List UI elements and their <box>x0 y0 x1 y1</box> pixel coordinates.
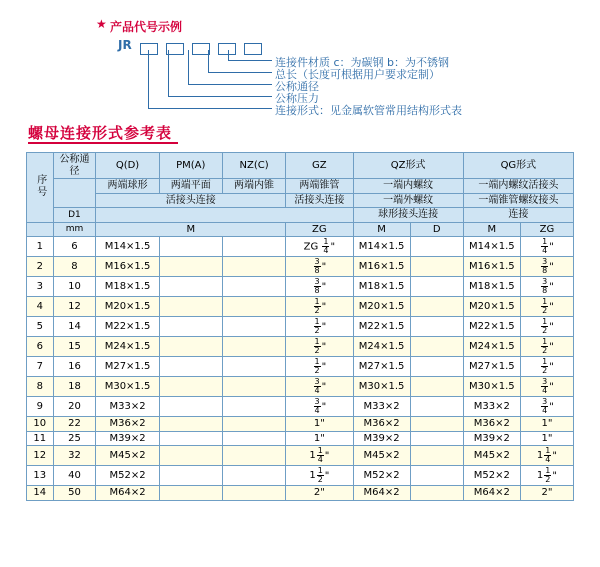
leader-h-2 <box>208 72 272 73</box>
cell-index: 14 <box>27 486 54 501</box>
header-unit-qg-m: M <box>463 222 520 237</box>
table-row <box>27 337 574 357</box>
header-unit-qg-zg: ZG <box>520 222 573 237</box>
header-unit-qz-d: D <box>410 222 463 237</box>
header-qg-sub2: 连接 <box>463 208 573 223</box>
cell-gz-thread: 1" <box>286 417 353 432</box>
cell-qz-d <box>410 377 463 397</box>
cell-gz-thread: 1 $\frac{1}{2}$ " <box>286 466 353 486</box>
cell-qg-zg: $\frac{1}{2}$ " <box>520 337 573 357</box>
cell-qg-m: M52×2 <box>463 466 520 486</box>
header-blank-mid <box>96 208 353 223</box>
cell-index: 2 <box>27 257 54 277</box>
header-group-pm-code: PM(A) <box>159 153 222 179</box>
cell-pm-thread <box>159 237 222 257</box>
cell-pm-thread <box>159 486 222 501</box>
leader-h-4 <box>168 96 272 97</box>
cell-q-thread: M20×1.5 <box>96 297 159 317</box>
header-unit-mm: mm <box>53 222 96 237</box>
cell-index: 8 <box>27 377 54 397</box>
cell-nz-thread <box>222 257 285 277</box>
cell-qg-zg: $\frac{3}{8}$ " <box>520 257 573 277</box>
cell-nz-thread <box>222 317 285 337</box>
cell-pm-thread <box>159 431 222 446</box>
cell-qz-d <box>410 446 463 466</box>
cell-pm-thread <box>159 297 222 317</box>
leader-h-3 <box>188 84 272 85</box>
cell-qz-d <box>410 397 463 417</box>
header-gz-sub: 活接头连接 <box>286 193 353 208</box>
cell-qg-m: M30×1.5 <box>463 377 520 397</box>
cell-nz-thread <box>222 417 285 432</box>
header-unit-blank <box>27 222 54 237</box>
header-qz-type: 一端内螺纹 <box>353 179 463 194</box>
cell-qg-m: M64×2 <box>463 486 520 501</box>
header-group-qg-code: QG形式 <box>463 153 573 179</box>
cell-qg-m: M27×1.5 <box>463 357 520 377</box>
cell-q-thread: M39×2 <box>96 431 159 446</box>
header-nominal-dia: 公称通径 <box>53 153 96 179</box>
cell-qg-m: M16×1.5 <box>463 257 520 277</box>
cell-q-thread: M14×1.5 <box>96 237 159 257</box>
cell-nominal-dia: 14 <box>53 317 96 337</box>
legend-length: 总长（长度可根据用户要求定制） <box>275 68 440 81</box>
cell-qz-d <box>410 317 463 337</box>
code-boxes <box>140 40 265 59</box>
cell-qg-zg: 1 $\frac{1}{2}$ " <box>520 466 573 486</box>
code-prefix: JR <box>118 38 132 52</box>
header-index: 序号 <box>27 153 54 223</box>
header-group-gz-code: GZ <box>286 153 353 179</box>
cell-index: 4 <box>27 297 54 317</box>
cell-nominal-dia: 50 <box>53 486 96 501</box>
cell-gz-thread: $\frac{1}{2}$ " <box>286 337 353 357</box>
leader-line-1 <box>228 50 229 60</box>
page-title: 螺母连接形式参考表 <box>28 124 173 142</box>
head-row-sub2 <box>27 208 574 223</box>
cell-nominal-dia: 18 <box>53 377 96 397</box>
cell-qg-m: M39×2 <box>463 431 520 446</box>
cell-nominal-dia: 22 <box>53 417 96 432</box>
header-qg-sub: 一端锥管螺纹接头 <box>463 193 573 208</box>
cell-pm-thread <box>159 466 222 486</box>
cell-qg-m: M24×1.5 <box>463 337 520 357</box>
head-row-code <box>27 153 574 179</box>
cell-qz-d <box>410 257 463 277</box>
cell-nz-thread <box>222 466 285 486</box>
cell-nz-thread <box>222 446 285 466</box>
header-q-type: 两端球形 <box>96 179 159 194</box>
cell-nominal-dia: 8 <box>53 257 96 277</box>
cell-q-thread: M36×2 <box>96 417 159 432</box>
cell-qz-m: M22×1.5 <box>353 317 410 337</box>
header-unit-qz-m: M <box>353 222 410 237</box>
cell-qg-zg: 1" <box>520 417 573 432</box>
cell-nz-thread <box>222 237 285 257</box>
cell-pm-thread <box>159 377 222 397</box>
leader-line-3 <box>188 50 189 84</box>
cell-nz-thread <box>222 431 285 446</box>
cell-nominal-dia: 40 <box>53 466 96 486</box>
cell-index: 11 <box>27 431 54 446</box>
table-row <box>27 397 574 417</box>
cell-gz-thread: $\frac{3}{4}$ " <box>286 377 353 397</box>
header-pm-type: 两端平面 <box>159 179 222 194</box>
header-group-nz-code: NZ(C) <box>222 153 285 179</box>
cell-gz-thread: $\frac{3}{4}$ " <box>286 397 353 417</box>
title-underline <box>28 142 178 144</box>
cell-qg-m: M14×1.5 <box>463 237 520 257</box>
cell-qz-d <box>410 337 463 357</box>
cell-q-thread: M33×2 <box>96 397 159 417</box>
table-head <box>27 153 574 237</box>
cell-qg-zg: 1" <box>520 431 573 446</box>
legend-nominal-dia: 公称通径 <box>275 80 319 93</box>
cell-gz-thread: $\frac{3}{8}$ " <box>286 257 353 277</box>
cell-pm-thread <box>159 357 222 377</box>
cell-qg-zg: $\frac{3}{4}$ " <box>520 377 573 397</box>
cell-qz-m: M16×1.5 <box>353 257 410 277</box>
cell-nominal-dia: 15 <box>53 337 96 357</box>
table-row <box>27 317 574 337</box>
cell-qg-m: M18×1.5 <box>463 277 520 297</box>
cell-qg-m: M45×2 <box>463 446 520 466</box>
cell-qg-zg: $\frac{3}{4}$ " <box>520 397 573 417</box>
cell-nz-thread <box>222 297 285 317</box>
cell-qz-m: M52×2 <box>353 466 410 486</box>
header-d1: D1 <box>53 208 96 223</box>
cell-q-thread: M18×1.5 <box>96 277 159 297</box>
cell-qz-d <box>410 357 463 377</box>
cell-qg-zg: 2" <box>520 486 573 501</box>
head-row-units <box>27 222 574 237</box>
cell-pm-thread <box>159 257 222 277</box>
legend-material: 连接件材质 c：为碳钢 b：为不锈钢 <box>275 56 450 69</box>
table-row <box>27 446 574 466</box>
cell-qz-m: M36×2 <box>353 417 410 432</box>
cell-qg-zg: $\frac{1}{2}$ " <box>520 297 573 317</box>
cell-qg-zg: $\frac{1}{2}$ " <box>520 317 573 337</box>
cell-qz-d <box>410 486 463 501</box>
cell-gz-thread: 1" <box>286 431 353 446</box>
header-unit-m: M <box>96 222 286 237</box>
cell-gz-thread: ZG $\frac{1}{4}$ " <box>286 237 353 257</box>
cell-qg-zg: $\frac{1}{4}$ " <box>520 237 573 257</box>
table-row <box>27 257 574 277</box>
cell-qz-m: M24×1.5 <box>353 337 410 357</box>
cell-qg-zg: $\frac{1}{2}$ " <box>520 357 573 377</box>
cell-qz-m: M14×1.5 <box>353 237 410 257</box>
cell-qz-d <box>410 466 463 486</box>
cell-nominal-dia: 12 <box>53 297 96 317</box>
cell-gz-thread: 2" <box>286 486 353 501</box>
cell-qg-m: M33×2 <box>463 397 520 417</box>
cell-nz-thread <box>222 377 285 397</box>
cell-pm-thread <box>159 337 222 357</box>
leader-line-4 <box>168 50 169 96</box>
header-group-qz-code: QZ形式 <box>353 153 463 179</box>
table-row <box>27 297 574 317</box>
header-qg-type: 一端内螺纹活接头 <box>463 179 573 194</box>
cell-index: 1 <box>27 237 54 257</box>
cell-nz-thread <box>222 337 285 357</box>
cell-index: 5 <box>27 317 54 337</box>
cell-index: 7 <box>27 357 54 377</box>
table-row <box>27 277 574 297</box>
cell-gz-thread: $\frac{1}{2}$ " <box>286 297 353 317</box>
product-code-diagram <box>0 0 600 117</box>
cell-gz-thread: $\frac{3}{8}$ " <box>286 277 353 297</box>
cell-qg-zg: $\frac{3}{8}$ " <box>520 277 573 297</box>
cell-nominal-dia: 6 <box>53 237 96 257</box>
code-example-title: 产品代号示例 <box>110 20 183 34</box>
cell-qz-m: M33×2 <box>353 397 410 417</box>
header-unit-zg: ZG <box>286 222 353 237</box>
cell-nz-thread <box>222 277 285 297</box>
legend-nominal-pressure: 公称压力 <box>275 92 319 105</box>
cell-index: 3 <box>27 277 54 297</box>
cell-nominal-dia: 25 <box>53 431 96 446</box>
cell-qz-d <box>410 417 463 432</box>
cell-qg-m: M22×1.5 <box>463 317 520 337</box>
cell-qg-m: M36×2 <box>463 417 520 432</box>
table-row <box>27 237 574 257</box>
cell-q-thread: M64×2 <box>96 486 159 501</box>
table-row <box>27 377 574 397</box>
cell-qz-d <box>410 431 463 446</box>
code-box-5 <box>244 43 262 55</box>
cell-qz-d <box>410 277 463 297</box>
nut-connection-table <box>26 152 574 501</box>
star-icon: ★ <box>96 17 107 31</box>
cell-gz-thread: $\frac{1}{2}$ " <box>286 357 353 377</box>
cell-qz-d <box>410 237 463 257</box>
code-box-1 <box>140 43 158 55</box>
cell-qz-m: M20×1.5 <box>353 297 410 317</box>
header-q-sub: 活接头连接 <box>96 193 286 208</box>
leader-line-5 <box>148 50 149 108</box>
cell-gz-thread: $\frac{1}{2}$ " <box>286 317 353 337</box>
table-row <box>27 417 574 432</box>
table-row <box>27 486 574 501</box>
cell-q-thread: M27×1.5 <box>96 357 159 377</box>
cell-index: 13 <box>27 466 54 486</box>
cell-nominal-dia: 20 <box>53 397 96 417</box>
cell-q-thread: M30×1.5 <box>96 377 159 397</box>
table-row <box>27 431 574 446</box>
cell-q-thread: M45×2 <box>96 446 159 466</box>
table-row <box>27 357 574 377</box>
cell-pm-thread <box>159 277 222 297</box>
cell-nz-thread <box>222 486 285 501</box>
table-row <box>27 466 574 486</box>
cell-nominal-dia: 32 <box>53 446 96 466</box>
cell-index: 6 <box>27 337 54 357</box>
header-nz-type: 两端内锥 <box>222 179 285 194</box>
header-gz-type: 两端锥管 <box>286 179 353 194</box>
cell-index: 9 <box>27 397 54 417</box>
cell-qz-m: M45×2 <box>353 446 410 466</box>
header-group-q-code: Q(D) <box>96 153 159 179</box>
leader-h-5 <box>148 108 272 109</box>
cell-qz-m: M30×1.5 <box>353 377 410 397</box>
cell-qz-m: M18×1.5 <box>353 277 410 297</box>
cell-qz-m: M64×2 <box>353 486 410 501</box>
header-qz-sub2: 球形接头连接 <box>353 208 463 223</box>
cell-q-thread: M52×2 <box>96 466 159 486</box>
header-qz-sub: 一端外螺纹 <box>353 193 463 208</box>
cell-nominal-dia: 10 <box>53 277 96 297</box>
cell-pm-thread <box>159 397 222 417</box>
cell-nz-thread <box>222 357 285 377</box>
cell-nominal-dia: 16 <box>53 357 96 377</box>
cell-nz-thread <box>222 397 285 417</box>
header-dn-blank <box>53 179 96 208</box>
cell-pm-thread <box>159 446 222 466</box>
leader-line-2 <box>208 50 209 72</box>
cell-qz-m: M27×1.5 <box>353 357 410 377</box>
cell-index: 12 <box>27 446 54 466</box>
legend-connection-type: 连接形式：见金属软管常用结构形式表 <box>275 104 462 117</box>
cell-gz-thread: 1 $\frac{1}{4}$ " <box>286 446 353 466</box>
table-body <box>27 237 574 501</box>
leader-h-1 <box>228 60 272 61</box>
cell-q-thread: M22×1.5 <box>96 317 159 337</box>
cell-index: 10 <box>27 417 54 432</box>
cell-qg-m: M20×1.5 <box>463 297 520 317</box>
cell-pm-thread <box>159 417 222 432</box>
cell-qz-m: M39×2 <box>353 431 410 446</box>
head-row-sub <box>27 193 574 208</box>
cell-qg-zg: 1 $\frac{1}{4}$ " <box>520 446 573 466</box>
cell-qz-d <box>410 297 463 317</box>
cell-q-thread: M24×1.5 <box>96 337 159 357</box>
cell-pm-thread <box>159 317 222 337</box>
head-row-type <box>27 179 574 194</box>
cell-q-thread: M16×1.5 <box>96 257 159 277</box>
